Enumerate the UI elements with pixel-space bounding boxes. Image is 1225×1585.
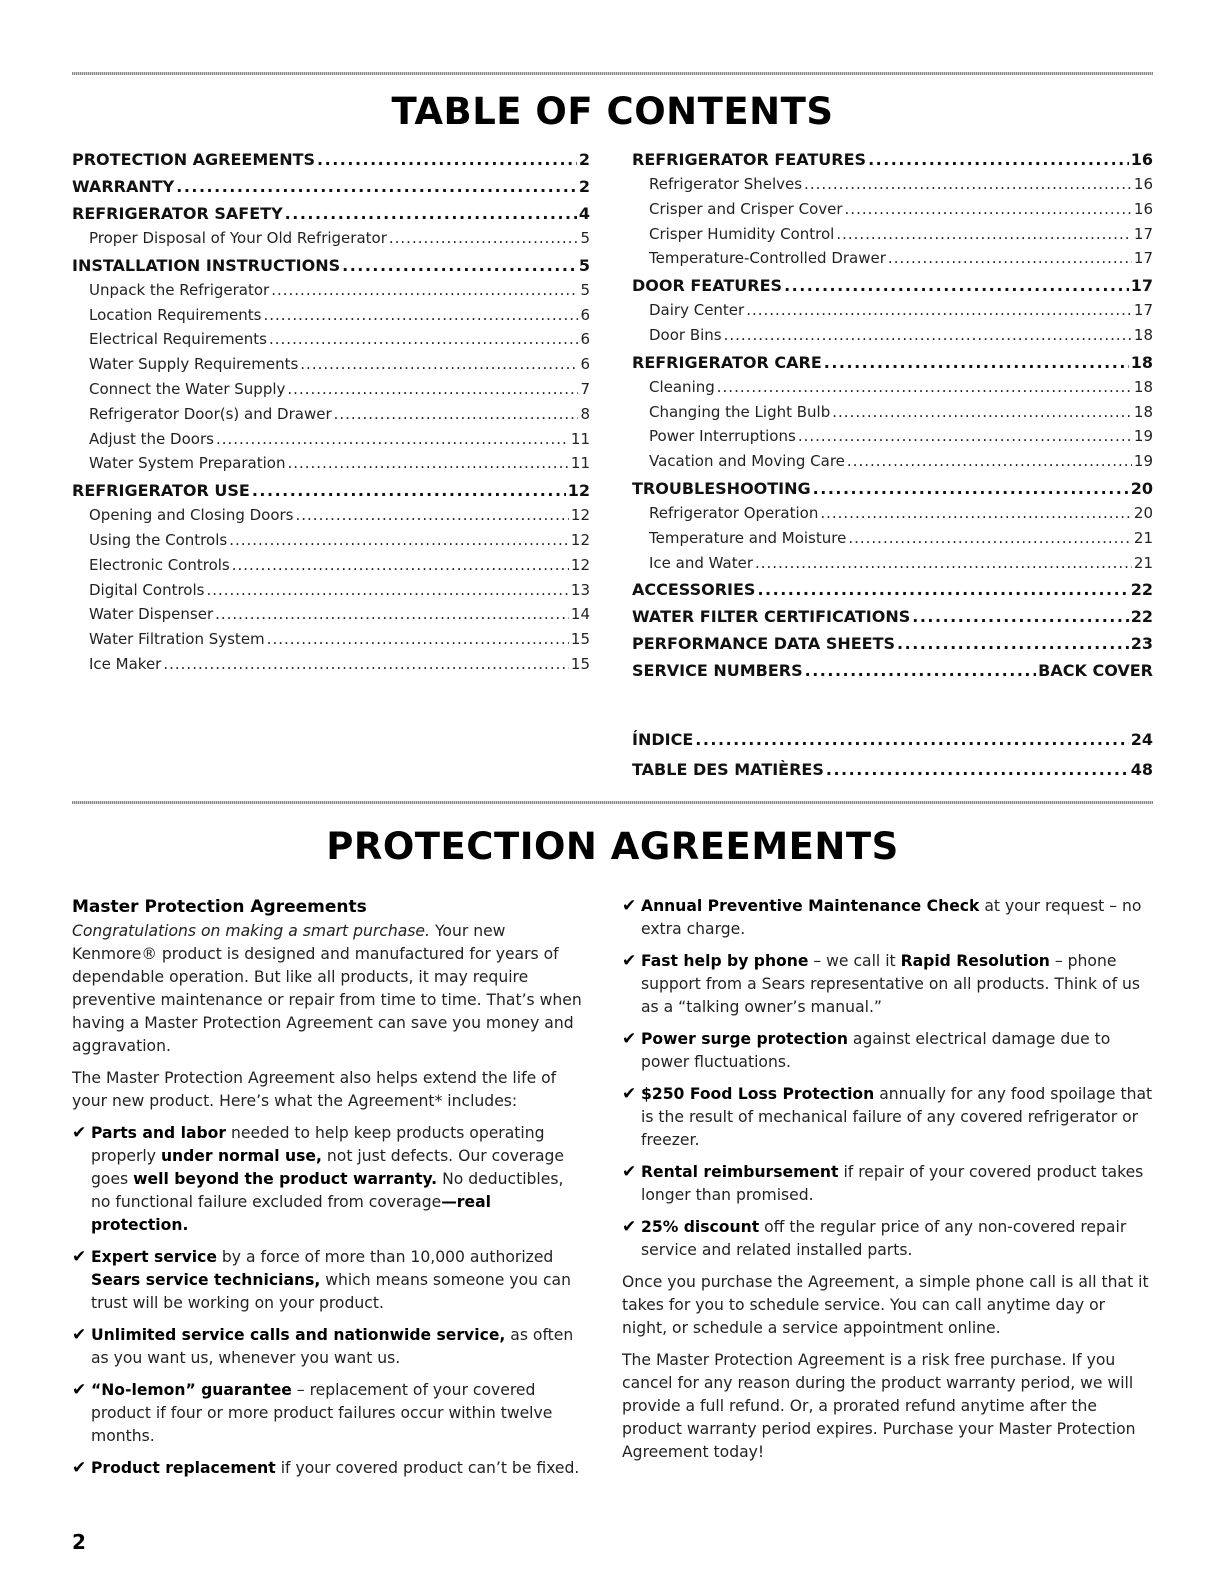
toc-entry-label: Opening and Closing Doors <box>89 506 294 525</box>
toc-entry <box>72 528 590 553</box>
toc-entry-page: 4 <box>578 204 590 223</box>
benefit-highlight: under normal use, <box>160 1147 322 1165</box>
toc-entry <box>632 551 1153 576</box>
benefit-item <box>622 1161 1153 1207</box>
toc-entry-label: PERFORMANCE DATA SHEETS <box>632 634 896 654</box>
benefit-highlight: —real protection. <box>91 1193 491 1234</box>
toc-entry-label: Temperature and Moisture <box>649 528 847 547</box>
protection-heading: Master Protection Agreements <box>72 897 367 917</box>
benefit-detail: which means someone you can trust will be working on your product. <box>91 1271 571 1312</box>
toc-entry <box>632 350 1153 375</box>
toc-leader-dots <box>805 658 1037 683</box>
benefit-detail: – we call it <box>808 952 901 970</box>
toc-leader-dots <box>836 222 1132 247</box>
toc-entry-page: 19 <box>1133 452 1153 471</box>
toc-entry <box>632 298 1153 323</box>
checkmark-icon: ✔ <box>72 1325 87 1345</box>
toc-leader-dots <box>264 303 579 328</box>
toc-entry-label: TABLE DES MATIÈRES <box>632 760 824 779</box>
toc-leader-dots <box>717 375 1132 400</box>
toc-leader-dots <box>252 478 566 503</box>
toc-entry-label: Using the Controls <box>89 530 228 549</box>
toc-entry-page: 2 <box>578 150 590 169</box>
toc-entry-label: Cleaning <box>649 377 715 396</box>
toc-entry-label: REFRIGERATOR CARE <box>632 352 822 372</box>
toc-leader-dots <box>804 172 1132 197</box>
benefit-detail: if repair of your covered product takes longer than promised. <box>641 1163 1144 1204</box>
toc-entry <box>632 400 1153 425</box>
benefit-highlight: Sears service technicians, <box>91 1271 321 1289</box>
benefit-highlight: Power surge protection <box>641 1030 848 1048</box>
intro-paragraph <box>72 920 587 1058</box>
toc-entry <box>72 147 590 172</box>
toc-entry-label: REFRIGERATOR SAFETY <box>72 204 283 223</box>
toc-entry <box>632 246 1153 271</box>
toc-entry-page: 6 <box>580 355 590 374</box>
toc-entry-page: 12 <box>570 555 590 574</box>
toc-entry-label: Water System Preparation <box>89 454 286 473</box>
toc-left-column <box>72 145 590 677</box>
toc-entry-label: WATER FILTER CERTIFICATIONS <box>632 607 911 627</box>
toc-entry <box>72 578 590 603</box>
toc-entry <box>72 327 590 352</box>
toc-entry-label: Electronic Controls <box>89 555 230 574</box>
benefit-detail: annually for any food spoilage that is the result of mechanical failure of any covered refrigerator or freezer. <box>641 1085 1153 1149</box>
toc-entry-label: SERVICE NUMBERS <box>632 661 803 681</box>
toc-entry <box>72 652 590 677</box>
benefit-list-right <box>622 895 1153 1262</box>
benefit-text <box>91 1122 587 1237</box>
toc-leader-dots <box>868 147 1129 172</box>
toc-entry-label: TROUBLESHOOTING <box>632 478 811 498</box>
manual-page <box>72 0 1153 1585</box>
protection-right-column <box>622 895 1153 1473</box>
toc-entry-page: 7 <box>580 379 590 398</box>
toc-entry <box>632 631 1153 656</box>
toc-leader-dots <box>334 402 579 427</box>
toc-entry-label: WARRANTY <box>72 177 175 196</box>
benefit-detail: by a force of more than 10,000 authorized <box>216 1248 554 1266</box>
benefit-item <box>622 1028 1153 1074</box>
toc-entry <box>72 352 590 377</box>
toc-entry-page: 48 <box>1130 760 1153 779</box>
benefit-text <box>641 1216 1153 1262</box>
toc-leader-dots <box>888 246 1132 271</box>
toc-leader-dots <box>826 756 1129 784</box>
toc-entry <box>72 478 590 503</box>
toc-entry <box>632 526 1153 551</box>
toc-entry <box>632 756 1153 784</box>
toc-entry-page: 15 <box>570 654 590 673</box>
toc-entry <box>72 174 590 199</box>
schedule-paragraph: Once you purchase the Agreement, a simple phone call is all that it takes for you to schedule service. You can call anytime day or night, or schedule a service appointment online. <box>622 1273 1149 1337</box>
toc-entry-label: Refrigerator Door(s) and Drawer <box>89 404 332 423</box>
toc-entry <box>632 375 1153 400</box>
toc-entry-page: 11 <box>570 454 590 473</box>
benefit-text <box>91 1246 587 1315</box>
toc-entry-page: 17 <box>1133 249 1153 268</box>
toc-entry-page: 12 <box>567 481 590 501</box>
toc-leader-dots <box>820 501 1132 526</box>
benefit-text <box>91 1324 587 1370</box>
toc-leader-dots <box>317 147 577 172</box>
toc-entry-label: Refrigerator Operation <box>649 503 819 522</box>
toc-entry-page: 17 <box>1133 224 1153 243</box>
top-divider <box>72 72 1153 75</box>
checkmark-icon: ✔ <box>72 1458 87 1478</box>
benefit-item <box>72 1324 587 1370</box>
benefit-text <box>641 1161 1153 1207</box>
toc-entry <box>632 449 1153 474</box>
benefit-item <box>622 1083 1153 1152</box>
toc-entry-label: Unpack the Refrigerator <box>89 280 270 299</box>
toc-entry-page: 23 <box>1130 634 1153 654</box>
toc-entry-label: Proper Disposal of Your Old Refrigerator <box>89 229 387 247</box>
benefit-text <box>641 1083 1153 1152</box>
checkmark-icon: ✔ <box>72 1247 87 1267</box>
toc-entry-label: Door Bins <box>649 325 722 344</box>
toc-entry <box>632 197 1153 222</box>
checkmark-icon: ✔ <box>622 1162 637 1182</box>
protection-left-column <box>72 895 587 1489</box>
checkmark-icon: ✔ <box>622 951 637 971</box>
benefit-detail: as often as you want us, whenever you want us. <box>91 1326 574 1367</box>
toc-leader-dots <box>287 377 578 402</box>
benefit-text <box>641 1028 1153 1074</box>
benefit-highlight: Unlimited service calls and nationwide service, <box>91 1326 506 1344</box>
toc-entry <box>632 476 1153 501</box>
toc-entry-page: 5 <box>580 280 590 299</box>
toc-leader-dots <box>267 627 569 652</box>
toc-entry <box>632 658 1153 683</box>
toc-entry <box>72 377 590 402</box>
toc-entry <box>632 172 1153 197</box>
toc-leader-dots <box>342 253 577 278</box>
toc-entry <box>632 323 1153 348</box>
toc-entry-page: 18 <box>1133 325 1153 344</box>
toc-right-column <box>632 145 1153 683</box>
toc-leader-dots <box>784 273 1129 298</box>
toc-leader-dots <box>389 226 579 251</box>
toc-entry-page: 15 <box>570 630 590 649</box>
toc-foreign-index <box>632 724 1153 784</box>
benefit-detail: against electrical damage due to power fluctuations. <box>641 1030 1111 1071</box>
toc-entry-page: 18 <box>1130 352 1153 372</box>
toc-entry-page: 12 <box>570 506 590 525</box>
toc-entry <box>632 147 1153 172</box>
benefit-item <box>72 1457 587 1480</box>
benefit-highlight: Expert service <box>91 1248 217 1266</box>
toc-entry <box>632 424 1153 449</box>
toc-entry-label: Water Filtration System <box>89 630 265 649</box>
benefit-detail: needed to help keep products operating properly <box>91 1124 545 1165</box>
toc-entry <box>72 303 590 328</box>
toc-entry-label: ÍNDICE <box>632 730 694 749</box>
benefit-detail: – phone support from a Sears representative on all products. Think of us as a “talking owner’s manual.” <box>641 952 1141 1016</box>
benefit-text <box>641 950 1153 1019</box>
benefit-highlight: $250 Food Loss Protection <box>641 1085 875 1103</box>
toc-entry-page: 17 <box>1130 276 1153 296</box>
benefit-item <box>72 1379 587 1448</box>
toc-entry-label: Location Requirements <box>89 305 262 324</box>
toc-entry-label: Ice and Water <box>649 553 753 572</box>
toc-entry <box>632 577 1153 602</box>
toc-entry <box>632 222 1153 247</box>
toc-entry-page: 12 <box>570 530 590 549</box>
benefit-item <box>622 895 1153 941</box>
toc-leader-dots <box>229 528 569 553</box>
toc-entry-label: Crisper and Crisper Cover <box>649 199 843 218</box>
benefit-text <box>91 1457 587 1480</box>
toc-leader-dots <box>163 652 569 677</box>
toc-entry-page: 21 <box>1133 553 1153 572</box>
toc-leader-dots <box>813 476 1129 501</box>
toc-entry <box>632 501 1153 526</box>
toc-entry-page: 18 <box>1133 402 1153 421</box>
toc-leader-dots <box>897 631 1129 656</box>
toc-entry-label: DOOR FEATURES <box>632 276 783 296</box>
toc-entry <box>72 627 590 652</box>
toc-entry-page: 16 <box>1133 199 1153 218</box>
toc-entry <box>72 503 590 528</box>
toc-entry-page: 11 <box>570 429 590 448</box>
toc-entry <box>632 273 1153 298</box>
toc-entry-label: Changing the Light Bulb <box>649 402 831 421</box>
checkmark-icon: ✔ <box>72 1380 87 1400</box>
toc-leader-dots <box>912 604 1128 629</box>
toc-entry-page: 14 <box>570 605 590 624</box>
checkmark-icon: ✔ <box>622 1084 637 1104</box>
toc-entry-label: PROTECTION AGREEMENTS <box>72 150 316 169</box>
toc-entry-page: 22 <box>1130 607 1153 627</box>
protection-title: PROTECTION AGREEMENTS <box>326 825 899 868</box>
toc-leader-dots <box>845 197 1132 222</box>
page-number: 2 <box>72 1530 86 1554</box>
toc-entry <box>72 201 590 226</box>
toc-entry-page: 6 <box>580 305 590 324</box>
toc-leader-dots <box>287 451 568 476</box>
toc-leader-dots <box>724 323 1132 348</box>
toc-entry-label: INSTALLATION INSTRUCTIONS <box>72 255 341 275</box>
benefit-highlight: Annual Preventive Maintenance Check <box>641 897 980 915</box>
benefit-detail: not just defects. Our coverage goes <box>91 1147 565 1188</box>
toc-leader-dots <box>176 174 577 199</box>
toc-title: TABLE OF CONTENTS <box>391 90 834 133</box>
toc-entry-page: 18 <box>1133 377 1153 396</box>
toc-leader-dots <box>206 578 568 603</box>
toc-entry <box>72 451 590 476</box>
toc-leader-dots <box>746 298 1132 323</box>
section-divider <box>72 801 1153 804</box>
benefit-list-left <box>72 1122 587 1480</box>
toc-entry-label: Water Supply Requirements <box>89 355 299 374</box>
benefit-item <box>622 1216 1153 1262</box>
benefit-detail: if your covered product can’t be fixed. <box>275 1459 580 1477</box>
toc-entry-page: BACK COVER <box>1038 661 1153 681</box>
toc-entry-page: 16 <box>1133 175 1153 193</box>
toc-entry-page: 22 <box>1130 580 1153 600</box>
toc-entry-page: 20 <box>1133 503 1153 522</box>
toc-leader-dots <box>824 350 1129 375</box>
toc-entry-label: Vacation and Moving Care <box>649 452 845 471</box>
toc-entry-label: Power Interruptions <box>649 427 796 446</box>
benefit-detail: at your request – no extra charge. <box>641 897 1142 938</box>
toc-entry-label: Temperature-Controlled Drawer <box>649 249 886 268</box>
benefit-highlight: Rapid Resolution <box>900 952 1050 970</box>
toc-entry-label: REFRIGERATOR FEATURES <box>632 150 867 169</box>
intro-rest: Your new Kenmore® product is designed and manufactured for years of dependable operation. But like all products, it may require preventive maintenance or repair from time to time. That’s when having a Master Protection Agreement can save you money and aggravation. <box>72 922 582 1055</box>
benefit-text <box>91 1379 587 1448</box>
benefit-text <box>641 895 1153 941</box>
toc-leader-dots <box>215 602 569 627</box>
benefit-detail: – replacement of your covered product if four or more product failures occur within twelve months. <box>91 1381 553 1445</box>
toc-leader-dots <box>285 201 577 226</box>
toc-entry-page: 19 <box>1133 427 1153 446</box>
checkmark-icon: ✔ <box>72 1123 87 1143</box>
checkmark-icon: ✔ <box>622 896 637 916</box>
benefit-item <box>72 1246 587 1315</box>
toc-entry-page: 5 <box>580 229 590 247</box>
toc-leader-dots <box>695 726 1128 754</box>
toc-entry-label: Refrigerator Shelves <box>649 175 803 193</box>
benefit-highlight: well beyond the product warranty. <box>133 1170 438 1188</box>
toc-entry-label: Water Dispenser <box>89 605 214 624</box>
toc-entry-page: 17 <box>1133 301 1153 320</box>
benefit-item <box>72 1122 587 1237</box>
toc-entry-label: Crisper Humidity Control <box>649 224 835 243</box>
checkmark-icon: ✔ <box>622 1217 637 1237</box>
toc-leader-dots <box>271 278 578 303</box>
toc-entry-label: Adjust the Doors <box>89 429 214 448</box>
checkmark-icon: ✔ <box>622 1029 637 1049</box>
toc-entry-page: 24 <box>1130 730 1153 749</box>
toc-entry <box>72 427 590 452</box>
toc-leader-dots <box>232 553 569 578</box>
toc-entry-page: 21 <box>1133 528 1153 547</box>
toc-entry <box>72 602 590 627</box>
benefit-highlight: Parts and labor <box>91 1124 227 1142</box>
toc-leader-dots <box>848 526 1132 551</box>
intro-italic: Congratulations on making a smart purchase. <box>72 922 430 940</box>
toc-leader-dots <box>296 503 569 528</box>
toc-leader-dots <box>757 577 1128 602</box>
toc-entry-page: 16 <box>1130 150 1153 169</box>
toc-entry-label: Digital Controls <box>89 580 205 599</box>
toc-leader-dots <box>216 427 569 452</box>
benefit-detail: No deductibles, no functional failure excluded from coverage <box>91 1170 564 1211</box>
toc-entry <box>72 253 590 278</box>
toc-entry-label: Dairy Center <box>649 301 745 320</box>
toc-entry-page: 13 <box>570 580 590 599</box>
benefit-highlight: Rental reimbursement <box>641 1163 839 1181</box>
toc-leader-dots <box>755 551 1132 576</box>
toc-entry <box>72 278 590 303</box>
toc-entry-label: Connect the Water Supply <box>89 379 286 398</box>
toc-entry-label: Ice Maker <box>89 654 162 673</box>
benefit-highlight: Fast help by phone <box>641 952 809 970</box>
toc-entry-label: Electrical Requirements <box>89 330 267 349</box>
toc-leader-dots <box>798 424 1132 449</box>
toc-entry-page: 5 <box>578 255 590 275</box>
toc-entry <box>72 553 590 578</box>
benefit-highlight: 25% discount <box>641 1218 760 1236</box>
toc-entry-page: 6 <box>580 330 590 349</box>
toc-leader-dots <box>269 327 578 352</box>
toc-entry <box>72 226 590 251</box>
toc-entry-page: 8 <box>580 404 590 423</box>
benefit-detail: off the regular price of any non-covered repair service and related installed parts. <box>641 1218 1127 1259</box>
toc-entry-page: 2 <box>578 177 590 196</box>
includes-paragraph: The Master Protection Agreement also helps extend the life of your new product. Here’s what the Agreement* includes: <box>72 1069 557 1110</box>
benefit-highlight: “No-lemon” guarantee <box>91 1381 292 1399</box>
risk-free-paragraph: The Master Protection Agreement is a risk free purchase. If you cancel for any reason during the product warranty period, we will provide a full refund. Or, a prorated refund anytime after the product warranty period expires. Purchase your Master Protection Agreement today! <box>622 1351 1136 1461</box>
toc-entry-label: ACCESSORIES <box>632 580 756 600</box>
toc-entry <box>72 402 590 427</box>
toc-entry-page: 20 <box>1130 478 1153 498</box>
toc-leader-dots <box>300 352 578 377</box>
toc-leader-dots <box>832 400 1132 425</box>
toc-entry <box>632 726 1153 754</box>
toc-entry-label: REFRIGERATOR USE <box>72 481 250 501</box>
benefit-highlight: Product replacement <box>91 1459 276 1477</box>
toc-leader-dots <box>847 449 1132 474</box>
toc-entry <box>632 604 1153 629</box>
benefit-item <box>622 950 1153 1019</box>
